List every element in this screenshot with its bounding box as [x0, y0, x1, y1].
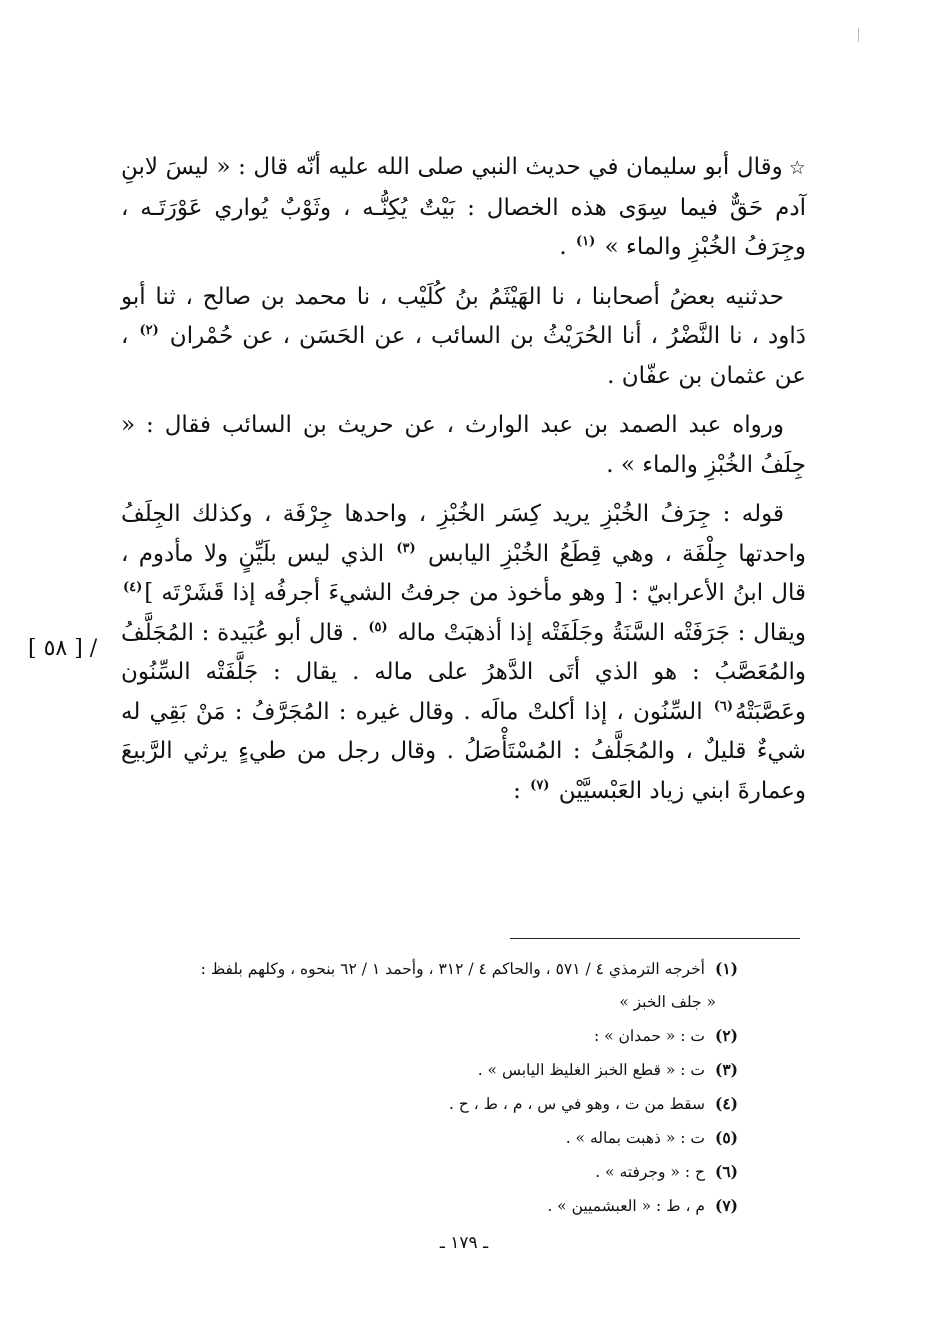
footnote-number: (١): [714, 959, 738, 978]
footnote-number: (٥): [714, 1128, 738, 1147]
footnote-text: ت : « قطع الخبز الغليظ اليابس » .: [477, 1061, 705, 1079]
footnote-item: [128, 1019, 738, 1053]
footnote-number: (٣): [714, 1060, 738, 1079]
footnote-item: [128, 1087, 738, 1121]
paragraph-text: ورواه عبد الصمد بن عبد الوارث ، عن حريث بن السائب فقال : « جِلَفُ الخُبْزِ والماء » .: [121, 412, 806, 478]
paragraph-text: . قال أبو عُبَيدة : المُجَلَّفُ والمُعَصَّبُ : هو الذي أتَى الدَّهرُ على ماله . يقال : جَلَّفَتْه السِّنُون وعَصَّبَتْهُ: [121, 619, 807, 725]
footnote-divider: [510, 938, 800, 939]
footnote-ref-4[interactable]: (٤): [123, 580, 143, 596]
footnote-text: ت : « ذهبت بماله » .: [565, 1129, 705, 1147]
paragraph-text: وقال أبو سليمان في حديث النبي صلى الله عليه أنّه قال : « ليسَ لابنِ آدم حَقٌّ فيما سِوَى هذه الخصال : بَيْتٌ يُكِنُّـه ، وثَوْبٌ يُواري عَوْرَتَـه ، وجِرَفُ الخُبْزِ والماء »: [121, 154, 806, 260]
footnote-item: [128, 1189, 738, 1223]
footnote-continuation: [128, 986, 738, 1019]
footnote-ref-1[interactable]: (١): [576, 234, 596, 250]
footnote-text: « جلف الخبز »: [619, 993, 716, 1011]
star-icon: ☆: [788, 157, 806, 179]
footnote-number: (٦): [714, 1162, 738, 1181]
footnote-ref-7[interactable]: (٧): [530, 777, 550, 793]
footnote-text: ت : « حمدان » :: [593, 1027, 705, 1045]
footnotes: [128, 952, 738, 1223]
page-number: ـ ١٧٩ ـ: [439, 1233, 489, 1253]
paragraph-end: .: [559, 234, 567, 260]
paragraph-text: حدثنيه بعضُ أصحابنا ، نا الهَيْثَمُ بنُ كُلَيْب ، نا محمد بن صالح ، ثنا أبو دَاود ، نا النَّضْرُ ، أنا الحُرَيْثُ بن السائب ، عن الحَسَن ، عن حُمْران: [121, 283, 806, 349]
footnote-item: [128, 1155, 738, 1189]
footnote-item: [128, 1121, 738, 1155]
main-text: [121, 148, 806, 821]
footnote-item: [128, 952, 738, 986]
footnote-ref-6[interactable]: (٦): [713, 698, 734, 714]
paragraph-text: الذي ليس بلَيِّنٍ ولا مأدوم ، قال ابنُ الأعرابيّ : [ وهو مأخوذ من جرفتُ الشيءَ أجرفُه إذا قَشَرْتَه ]: [121, 540, 806, 606]
paragraph-text: قوله : جِرَفُ الخُبْزِ يريد كِسَر الخُبْزِ ، واحدها جِرْفَة ، وكذلك الجِلَفُ واحدتها جِلْفَة ، وهي قِطَعُ الخُبْزِ اليابس: [121, 501, 807, 567]
footnote-ref-3[interactable]: (٣): [396, 540, 416, 556]
paragraph-hadith: [121, 148, 806, 268]
footnote-ref-2[interactable]: (٢): [139, 323, 159, 339]
paragraph-riwaya: [121, 406, 806, 485]
footnote-ref-5[interactable]: (٥): [368, 619, 388, 635]
paragraph-text: ويقال : جَرَفَتْه السَّنَةُ وجَلَفَتْه إذا أذهبَتْ ماله: [397, 619, 806, 646]
footnote-text: أخرجه الترمذي ٤ / ٥٧١ ، والحاكم ٤ / ٣١٢ ، وأحمد ١ / ٦٢ بنحوه ، وكلهم بلفظ :: [200, 960, 705, 978]
footnote-text: سقط من ت ، وهو في س ، م ، ط ، ح .: [448, 1095, 705, 1113]
paragraph-commentary: [121, 495, 806, 811]
paragraph-end: :: [513, 777, 521, 804]
footnote-text: م ، ط : « العبشميين » .: [547, 1197, 705, 1215]
margin-page-reference: / [ ٥٨ ]: [28, 636, 98, 661]
paragraph-text: ، عن عثمان بن عفّان .: [121, 323, 806, 389]
scan-mark: [858, 28, 863, 42]
footnote-number: (٧): [714, 1196, 738, 1215]
paragraph-isnad: [121, 278, 806, 397]
footnote-number: (٤): [714, 1094, 738, 1113]
footnote-text: ح : « وجرفته » .: [595, 1163, 705, 1181]
paragraph-text: السِّنُون ، إذا أكلتْ مالَه . وقال غيره : المُجَرَّفُ : مَنْ بَقِي له شيءٌ قليلٌ ، والمُجَلَّفُ : المُسْتَأْصَلُ . وقال رجل من طيءٍ يرثي الرَّبيعَ وعمارةَ ابني زياد العَبْسيَّيْن: [121, 698, 806, 804]
footnote-number: (٢): [714, 1026, 738, 1045]
footnote-item: [128, 1053, 738, 1087]
